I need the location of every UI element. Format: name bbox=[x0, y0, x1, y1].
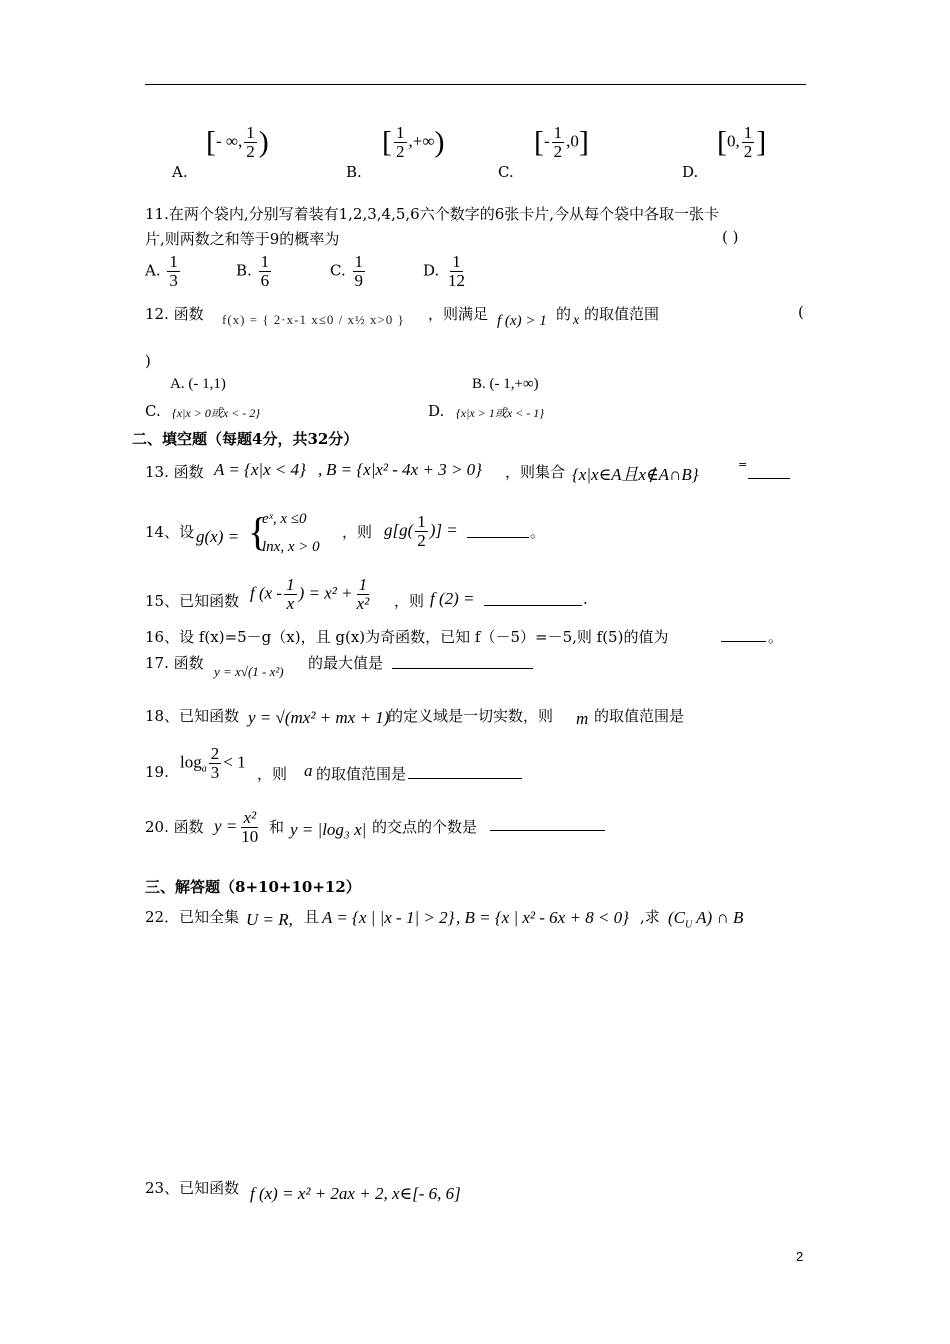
q20-frac-num: x² bbox=[243, 808, 257, 827]
q13-target-set: {x|x∈A且x∉A∩B} bbox=[572, 465, 699, 484]
q12-suffix: 的取值范围 bbox=[584, 305, 660, 323]
q12-option-c: {x|x > 0或x < - 2} bbox=[172, 406, 261, 420]
q22-target bbox=[668, 908, 743, 930]
q12-var: x bbox=[573, 313, 580, 328]
q15-frac2-num: 1 bbox=[358, 575, 368, 594]
q22-universe: U = R, bbox=[246, 910, 293, 929]
q19-frac-num: 2 bbox=[210, 744, 220, 763]
q14-end: 。 bbox=[530, 523, 546, 541]
q13-answer-blank[interactable] bbox=[748, 478, 790, 479]
q19-ineq: < 1 bbox=[223, 752, 246, 772]
q15-mid: ，则 bbox=[394, 592, 425, 610]
q12-function-definition: f(x) = { 2·x-1 x≤0 / x½ x>0 } bbox=[222, 312, 405, 327]
q12-option-d: {x|x > 1或x < - 1} bbox=[456, 406, 545, 420]
q11-option-c bbox=[330, 253, 367, 290]
q17-prefix: 17. 函数 bbox=[145, 654, 204, 672]
q22-qiu: ,求 bbox=[640, 908, 660, 926]
q16-answer-blank[interactable] bbox=[721, 641, 766, 642]
q12-option-c-label: C. bbox=[145, 402, 161, 420]
q14-case2: lnx, x > 0 bbox=[262, 539, 320, 555]
q20-y: y = bbox=[214, 816, 238, 836]
q11-line2: 片,则两数之和等于9的概率为 bbox=[145, 230, 340, 248]
section-solve-title: 三、解答题（8+10+10+12） bbox=[145, 878, 361, 896]
q23-expression: f (x) = x² + 2ax + 2, x∈[- 6, 6] bbox=[250, 1184, 461, 1203]
q20-answer-blank[interactable] bbox=[490, 830, 605, 831]
q10-option-d-interval: [0, $\frac{1}{2}$ ] bbox=[717, 123, 767, 161]
q19-log: log bbox=[180, 752, 202, 772]
q13-comma: , bbox=[318, 460, 323, 479]
q11-option-d bbox=[423, 253, 469, 290]
q11-answer-paren: ( ) bbox=[722, 228, 739, 246]
q12-option-d-label: D. bbox=[428, 402, 445, 420]
q18-mid: 的定义域是一切实数，则 bbox=[388, 707, 554, 725]
q13-set-a: A = {x|x < 4} bbox=[214, 460, 306, 479]
q14-mid: ，则 bbox=[342, 523, 373, 541]
q10-option-b-label: B. bbox=[346, 163, 362, 181]
q22-target-pre: (C bbox=[668, 908, 685, 927]
q22-target-end: A) ∩ B bbox=[692, 908, 744, 927]
q10-a-num: 1 bbox=[246, 123, 255, 142]
q15-frac1-num: 1 bbox=[286, 575, 295, 594]
q15-equation bbox=[250, 576, 373, 613]
q10-option-c-label: C. bbox=[498, 163, 514, 181]
q10-option-b-interval: [ $\frac{1}{2}$ ,+∞) bbox=[382, 123, 445, 161]
q11-c-den: 9 bbox=[354, 270, 363, 290]
q10-d-left: 0, bbox=[727, 131, 740, 151]
q15-ask: f (2) = bbox=[430, 589, 475, 608]
q23-prefix: 23、已知函数 bbox=[145, 1179, 240, 1197]
q10-a-left: - ∞, bbox=[216, 131, 243, 151]
q16-end: 。 bbox=[768, 628, 784, 646]
q18-prefix: 18、已知函数 bbox=[145, 707, 240, 725]
q14-g-def: g(x) = bbox=[196, 527, 240, 546]
q19-inequality bbox=[180, 745, 246, 782]
q11-a-num: 1 bbox=[169, 252, 178, 271]
q15-answer-blank[interactable] bbox=[484, 605, 582, 606]
q15-frac1-den: x bbox=[286, 593, 295, 613]
q13-prefix: 13. 函数 bbox=[145, 463, 204, 481]
q20-frac-den: 10 bbox=[241, 826, 259, 846]
q10-c-right: ,0 bbox=[566, 131, 579, 151]
q12-mid: ，则满足 bbox=[428, 305, 489, 323]
q10-option-c-interval: [- $\frac{1}{2}$ ,0] bbox=[534, 123, 589, 161]
q19-frac-den: 3 bbox=[210, 762, 220, 782]
section-fill-in-title: 二、填空题（每题4分，共32分） bbox=[132, 430, 359, 448]
q12-of: 的 bbox=[556, 305, 572, 323]
q18-suffix: 的取值范围是 bbox=[594, 707, 685, 725]
q10-option-a-label: A. bbox=[172, 163, 188, 181]
q13-mid: ，则集合 bbox=[505, 463, 566, 481]
q11-b-label: B. bbox=[236, 261, 252, 280]
q14-expr-pre: g[g( bbox=[384, 520, 414, 540]
q14-frac-den: 2 bbox=[417, 530, 426, 550]
q14-expr-post: )] = bbox=[429, 520, 458, 540]
q17-suffix: 的最大值是 bbox=[308, 654, 384, 672]
q11-c-num: 1 bbox=[354, 252, 363, 271]
q10-b-num: 1 bbox=[396, 123, 405, 142]
q20-and: 和 bbox=[269, 818, 285, 836]
q11-b-num: 1 bbox=[260, 252, 270, 271]
q13-set-b: B = {x|x² - 4x + 3 > 0} bbox=[326, 460, 482, 479]
q13-equals: = bbox=[738, 458, 748, 471]
q10-option-a-interval: [- ∞, $\frac{1}{2}$ ) bbox=[206, 123, 269, 161]
q10-c-num: 1 bbox=[553, 123, 563, 142]
q20-expression2: y = |log₃ x| bbox=[290, 820, 367, 839]
q14-brace: { bbox=[248, 509, 268, 554]
q16-text: 16、设 f(x)=5－g（x)，且 g(x)为奇函数，已知 f（－5）=－5,则 f(5)的值为 bbox=[145, 628, 669, 646]
q20-expression1 bbox=[214, 809, 262, 846]
q11-b-den: 6 bbox=[260, 270, 270, 290]
q18-expression: y = √(mx² + mx + 1) bbox=[248, 708, 390, 727]
q19-base: a bbox=[201, 763, 207, 775]
q10-d-num: 1 bbox=[743, 123, 753, 142]
q19-suffix: 的取值范围是 bbox=[316, 765, 407, 783]
q20-suffix: 的交点的个数是 bbox=[372, 818, 478, 836]
q11-option-a bbox=[145, 253, 182, 290]
q11-d-num: 1 bbox=[452, 252, 461, 271]
q10-option-d-label: D. bbox=[682, 163, 699, 181]
q19-answer-blank[interactable] bbox=[408, 778, 522, 779]
q22-prefix: 22．已知全集 bbox=[145, 908, 240, 926]
q11-d-label: D. bbox=[423, 261, 440, 280]
q12-paren-open: ( bbox=[798, 303, 804, 321]
q11-a-den: 3 bbox=[169, 270, 178, 290]
q14-frac-num: 1 bbox=[417, 512, 426, 531]
q10-c-den: 2 bbox=[553, 141, 563, 161]
q11-a-label: A. bbox=[145, 261, 161, 280]
q14-answer-blank[interactable] bbox=[467, 537, 529, 538]
q17-answer-blank[interactable] bbox=[392, 668, 533, 669]
q19-prefix: 19. bbox=[145, 763, 169, 781]
q10-a-den: 2 bbox=[246, 141, 255, 161]
q14-case1: eˣ, x ≤0 bbox=[262, 511, 307, 527]
q22-target-sub: U bbox=[685, 919, 693, 931]
q22-set-a: A = {x | |x - 1| > 2} bbox=[322, 908, 455, 927]
q12-option-b: B. (- 1,+∞) bbox=[472, 376, 539, 392]
q14-expression bbox=[384, 513, 458, 550]
q22-set-b: , B = {x | x² - 6x + 8 < 0} bbox=[456, 908, 629, 927]
q15-lhs-pre: f (x - bbox=[250, 583, 283, 603]
q12-condition: f (x) > 1 bbox=[497, 313, 547, 329]
q11-line1: 11.在两个袋内,分别写着装有1,2,3,4,5,6六个数字的6张卡片,今从每个袋中各取一张卡 bbox=[145, 205, 720, 223]
q12-option-a: A. (- 1,1) bbox=[170, 376, 226, 392]
q19-var: a bbox=[304, 761, 313, 780]
q11-option-b bbox=[236, 253, 273, 290]
q10-b-den: 2 bbox=[396, 141, 405, 161]
q10-b-right: ,+∞ bbox=[408, 131, 435, 151]
q15-lhs-post: ) = x² + bbox=[298, 583, 353, 603]
header-rule bbox=[145, 84, 806, 85]
q11-d-den: 12 bbox=[448, 270, 466, 290]
q10-d-den: 2 bbox=[743, 141, 753, 161]
q15-prefix: 15、已知函数 bbox=[145, 592, 240, 610]
q17-expression: y = x√(1 - x²) bbox=[214, 664, 284, 679]
page-number: 2 bbox=[796, 1249, 804, 1264]
q19-mid: ，则 bbox=[257, 765, 288, 783]
q11-c-label: C. bbox=[330, 261, 346, 280]
q22-qie: 且 bbox=[304, 908, 320, 926]
q14-prefix: 14、设 bbox=[145, 523, 195, 541]
q10-c-left: - bbox=[544, 131, 550, 151]
q12-prefix: 12. 函数 bbox=[145, 305, 204, 323]
q15-frac2-den: x² bbox=[356, 593, 370, 613]
q12-paren-close: ) bbox=[145, 352, 151, 370]
q15-end: . bbox=[583, 590, 588, 608]
q20-prefix: 20. 函数 bbox=[145, 818, 204, 836]
q18-var: m bbox=[576, 709, 589, 728]
